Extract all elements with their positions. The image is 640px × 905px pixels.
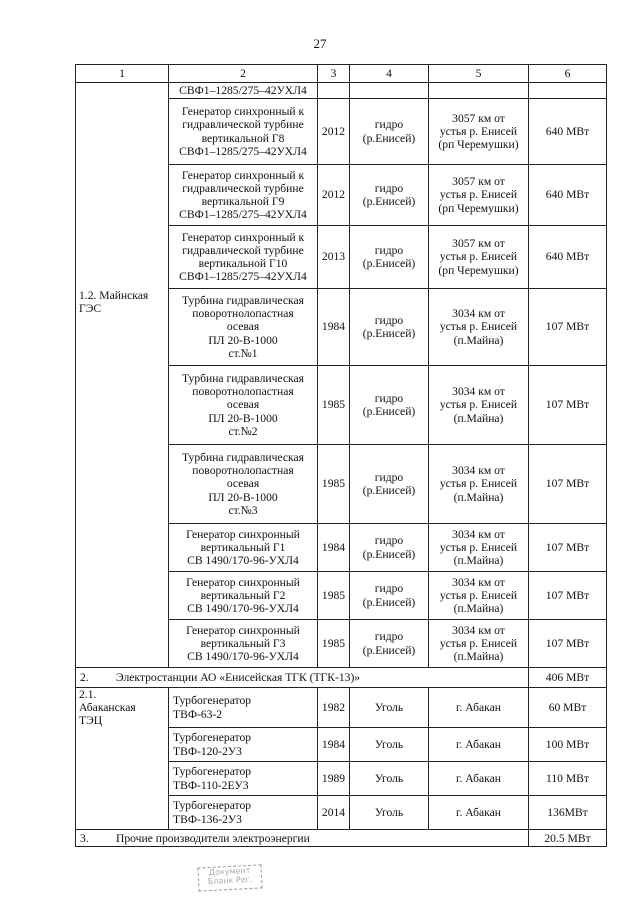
cell-c5: г. Абакан: [429, 728, 529, 762]
cell-c6: 107 МВт: [529, 366, 607, 445]
cell-c3: 1982: [318, 688, 350, 728]
section-number: 2.: [80, 670, 89, 684]
cell-c2: Турбогенератор ТВФ-136-2У3: [169, 796, 318, 830]
column-header: 3: [318, 65, 350, 83]
cell-c1: [76, 83, 169, 99]
cell-c3: 1985: [318, 620, 350, 668]
table-row: [76, 796, 607, 830]
cell-c2: Турбина гидравлическая поворотнолопастная осевая ПЛ 20-В-1000 ст.№2: [169, 366, 318, 445]
cell-c5: 3034 км от устья р. Енисей (п.Майна): [429, 524, 529, 572]
cell-c4: Уголь: [350, 728, 429, 762]
cell-c3: 1984: [318, 728, 350, 762]
table-row: [76, 366, 607, 445]
cell-c1: [76, 620, 169, 668]
cell-c1: [76, 572, 169, 620]
column-header: 4: [350, 65, 429, 83]
cell-c3: [318, 83, 350, 99]
column-header: 6: [529, 65, 607, 83]
cell-c5: г. Абакан: [429, 762, 529, 796]
cell-c5: 3034 км от устья р. Енисей (п.Майна): [429, 366, 529, 445]
cell-c4: гидро (р.Енисей): [350, 99, 429, 165]
cell-c3: 1984: [318, 524, 350, 572]
cell-c5: 3057 км от устья р. Енисей (рп Черемушки): [429, 165, 529, 226]
cell-c2: Генератор синхронный вертикальный Г2 СВ 1490/170-96-УХЛ4: [169, 572, 318, 620]
cell-c6: 640 МВт: [529, 99, 607, 165]
cell-c4: гидро (р.Енисей): [350, 165, 429, 226]
cell-c1: [76, 728, 169, 762]
cell-c5: г. Абакан: [429, 796, 529, 830]
cell-c6: 107 МВт: [529, 620, 607, 668]
table-row: [76, 728, 607, 762]
cell-c2: СВФ1–1285/275–42УХЛ4: [169, 83, 318, 99]
cell-c1: [76, 99, 169, 165]
cell-c3: 1989: [318, 762, 350, 796]
cell-c4: гидро (р.Енисей): [350, 226, 429, 289]
cell-c6: 60 МВт: [529, 688, 607, 728]
cell-c4: Уголь: [350, 688, 429, 728]
cell-c5: 3034 км от устья р. Енисей (п.Майна): [429, 445, 529, 524]
cell-c6: [529, 83, 607, 99]
cell-c5: 3034 км от устья р. Енисей (п.Майна): [429, 289, 529, 366]
cell-c6: 107 МВт: [529, 572, 607, 620]
cell-c3: 2013: [318, 226, 350, 289]
table-row: [76, 572, 607, 620]
cell-c3: 2014: [318, 796, 350, 830]
cell-c5: г. Абакан: [429, 688, 529, 728]
cell-c3: 2012: [318, 165, 350, 226]
section-title-cell: [76, 668, 529, 688]
cell-c6: 110 МВт: [529, 762, 607, 796]
table-row: [76, 620, 607, 668]
cell-c2: Турбогенератор ТВФ-63-2: [169, 688, 318, 728]
cell-c1: [76, 796, 169, 830]
section-total: 20.5 МВт: [529, 830, 607, 847]
power-plants-table: [75, 64, 607, 847]
table-row: [76, 289, 607, 366]
cell-c4: гидро (р.Енисей): [350, 524, 429, 572]
cell-c2: Генератор синхронный к гидравлической турбине вертикальной Г10 СВФ1–1285/275–42УХЛ4: [169, 226, 318, 289]
cell-c1: 1.2. Майнская ГЭС: [76, 289, 169, 366]
column-header: 5: [429, 65, 529, 83]
cell-c4: гидро (р.Енисей): [350, 620, 429, 668]
table-row: [76, 445, 607, 524]
section-title: Электростанции АО «Енисейская ТГК (ТГК-13)»: [116, 670, 361, 684]
cell-c3: 2012: [318, 99, 350, 165]
cell-c6: 107 МВт: [529, 524, 607, 572]
section-title-cell: [76, 830, 529, 847]
cell-c4: гидро (р.Енисей): [350, 445, 429, 524]
cell-c1: [76, 762, 169, 796]
column-header: 2: [169, 65, 318, 83]
cell-c1: [76, 366, 169, 445]
cell-c2: Турбина гидравлическая поворотнолопастная осевая ПЛ 20-В-1000 ст.№1: [169, 289, 318, 366]
cell-c3: 1985: [318, 572, 350, 620]
cell-c1: [76, 226, 169, 289]
cell-c5: 3057 км от устья р. Енисей (рп Черемушки): [429, 99, 529, 165]
cell-c2: Генератор синхронный к гидравлической турбине вертикальной Г9 СВФ1–1285/275–42УХЛ4: [169, 165, 318, 226]
cell-c2: Генератор синхронный вертикальный Г1 СВ 1490/170-96-УХЛ4: [169, 524, 318, 572]
cell-c1: 2.1. Абаканская ТЭЦ: [76, 688, 169, 728]
cell-c1: [76, 165, 169, 226]
cell-c4: гидро (р.Енисей): [350, 289, 429, 366]
cell-c2: Генератор синхронный вертикальный Г3 СВ 1490/170-96-УХЛ4: [169, 620, 318, 668]
cell-c4: гидро (р.Енисей): [350, 572, 429, 620]
cell-c1: [76, 445, 169, 524]
cell-c6: 136МВт: [529, 796, 607, 830]
cell-c2: Генератор синхронный к гидравлической турбине вертикальной Г8 СВФ1–1285/275–42УХЛ4: [169, 99, 318, 165]
section-number: 3.: [80, 831, 89, 845]
table-row: [76, 524, 607, 572]
cell-c3: 1984: [318, 289, 350, 366]
page-number: 27: [313, 36, 327, 51]
cell-c3: 1985: [318, 445, 350, 524]
table-row: [76, 762, 607, 796]
column-header: 1: [76, 65, 169, 83]
cell-c1: [76, 524, 169, 572]
cell-c5: 3034 км от устья р. Енисей (п.Майна): [429, 620, 529, 668]
registration-stamp: Документ Бланк Рег.: [197, 864, 262, 891]
cell-c4: Уголь: [350, 762, 429, 796]
cell-c6: 640 МВт: [529, 226, 607, 289]
table-row: [76, 688, 607, 728]
cell-c6: 100 МВт: [529, 728, 607, 762]
cell-c4: Уголь: [350, 796, 429, 830]
table-header-row: [76, 65, 607, 83]
section-row: [76, 830, 607, 847]
table-row: [76, 226, 607, 289]
cell-c4: [350, 83, 429, 99]
cell-c6: 107 МВт: [529, 445, 607, 524]
section-row: [76, 668, 607, 688]
cell-c5: 3034 км от устья р. Енисей (п.Майна): [429, 572, 529, 620]
table-row: [76, 99, 607, 165]
table-row: [76, 83, 607, 99]
cell-c4: гидро (р.Енисей): [350, 366, 429, 445]
section-total: 406 МВт: [529, 668, 607, 688]
cell-c2: Турбогенератор ТВФ-110-2ЕУ3: [169, 762, 318, 796]
table-row: [76, 165, 607, 226]
cell-c2: Турбогенератор ТВФ-120-2У3: [169, 728, 318, 762]
cell-c6: 107 МВт: [529, 289, 607, 366]
section-title: Прочие производители электроэнергии: [116, 831, 310, 845]
cell-c5: [429, 83, 529, 99]
cell-c2: Турбина гидравлическая поворотнолопастная осевая ПЛ 20-В-1000 ст.№3: [169, 445, 318, 524]
cell-c5: 3057 км от устья р. Енисей (рп Черемушки): [429, 226, 529, 289]
cell-c3: 1985: [318, 366, 350, 445]
cell-c6: 640 МВт: [529, 165, 607, 226]
